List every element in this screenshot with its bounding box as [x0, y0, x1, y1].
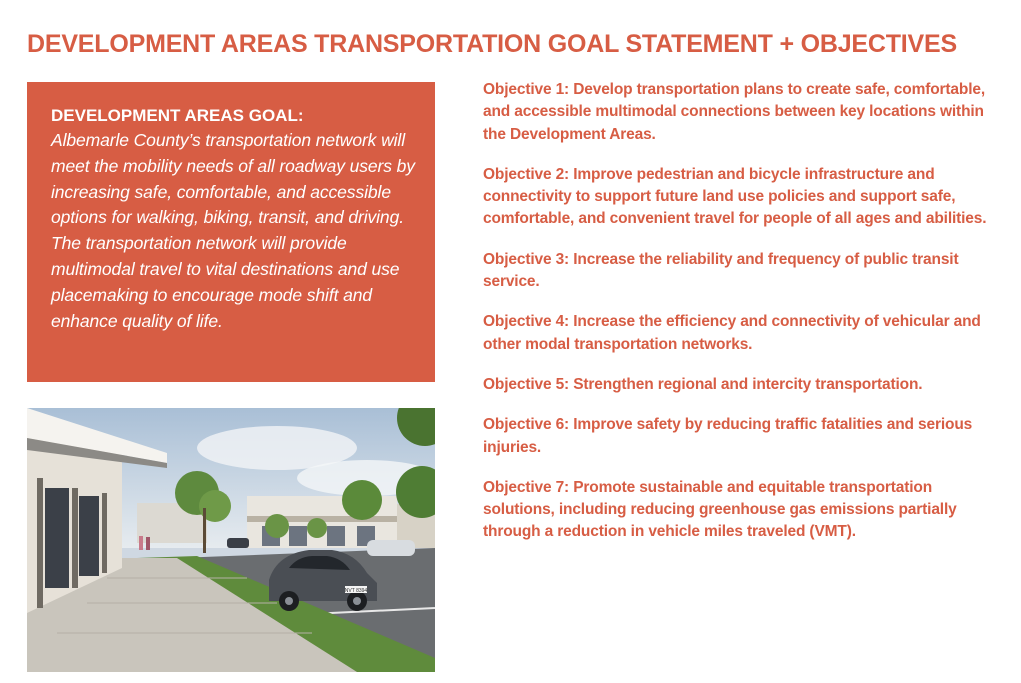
street-photo-icon	[27, 408, 435, 672]
objective-5: Objective 5: Strengthen regional and intercity transportation.	[483, 375, 923, 393]
objective-2: Objective 2: Improve pedestrian and bicycle infrastructure and connectivity to support future land use policies and support safe, comfortable, and convenient travel for people of all ages and abilities.	[483, 165, 987, 228]
page-title: DEVELOPMENT AREAS TRANSPORTATION GOAL STATEMENT + OBJECTIVES	[27, 30, 957, 58]
street-photo	[27, 408, 435, 672]
goal-statement: Albemarle County’s transportation network will meet the mobility needs of all roadway users by increasing safe, comfortable, and accessible options for walking, biking, transit, and driving. The transportation network will provide multimodal travel to vital destinations and use placemaking to encourage mode shift and enhance quality of life.	[51, 130, 415, 331]
goal-heading: DEVELOPMENT AREAS GOAL:	[51, 106, 304, 125]
objective-6: Objective 6: Improve safety by reducing traffic fatalities and serious injuries.	[483, 416, 973, 456]
objectives-list	[483, 79, 993, 562]
objective-4: Objective 4: Increase the efficiency and connectivity of vehicular and other modal transportation networks.	[483, 313, 981, 353]
goal-box	[27, 82, 435, 382]
objective-1: Objective 1: Develop transportation plans to create safe, comfortable, and accessible multimodal connections between key locations within the Development Areas.	[483, 81, 985, 143]
objective-7: Objective 7: Promote sustainable and equitable transportation solutions, including reducing greenhouse gas emissions partially through a reduction in vehicle miles traveled (VMT).	[483, 478, 957, 541]
license-plate: NVT 8394	[344, 588, 368, 594]
objective-3: Objective 3: Increase the reliability and frequency of public transit service.	[483, 250, 959, 291]
